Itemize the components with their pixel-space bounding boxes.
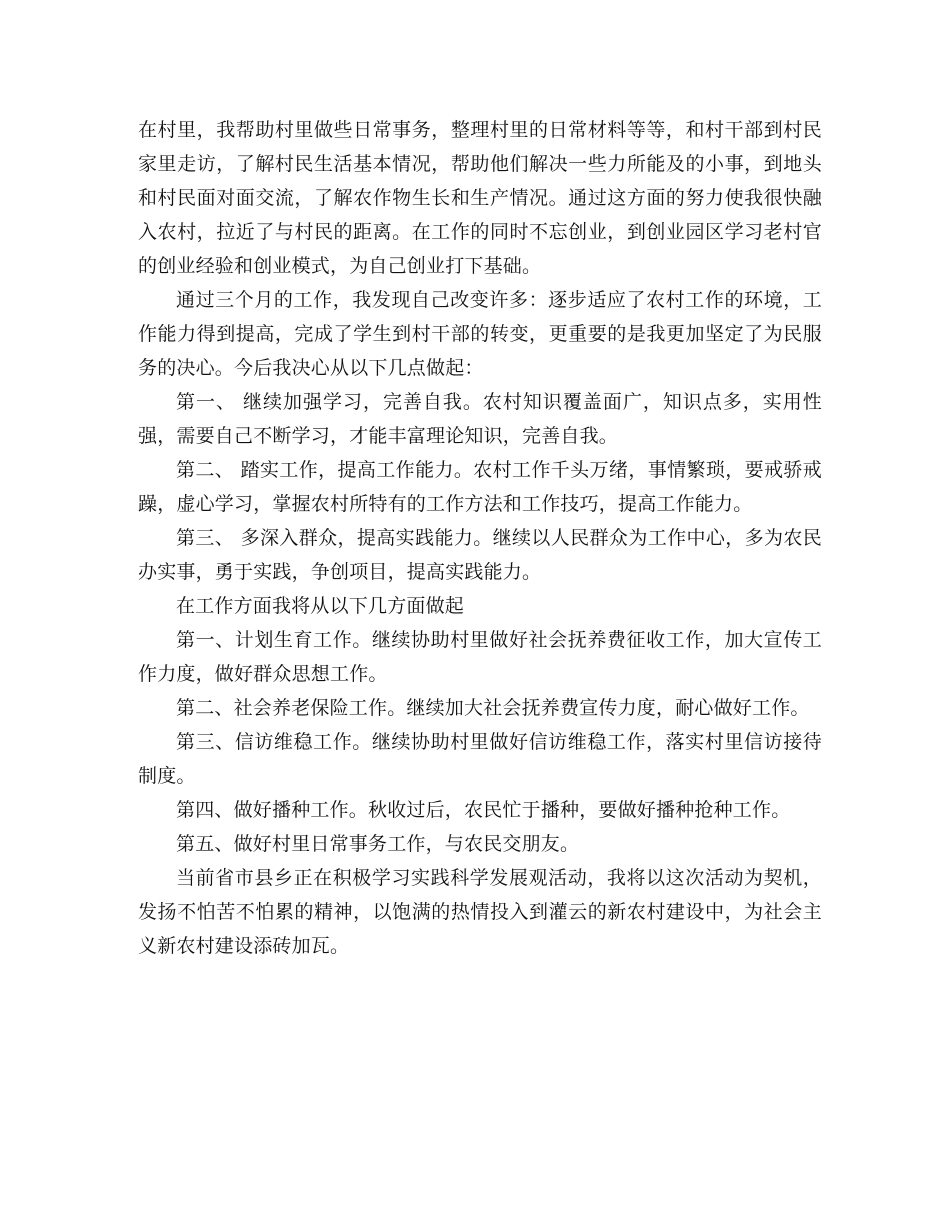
paragraph-work-aspects-intro: 在工作方面我将从以下几方面做起 — [176, 595, 465, 617]
paragraph-aspect-family-planning: 第一、计划生育工作。继续协助村里做好社会抚养费征收工作，加大宣传工作力度，做好群众思想工作。 — [138, 629, 822, 685]
paragraph-village-work: 在村里，我帮助村里做些日常事务，整理村里的日常材料等等，和村干部到村民家里走访，了解村民生活基本情况，帮助他们解决一些力所能及的小事，到地头和村民面对面交流，了解农作物生长和生产情况。通过这方面的努力使我很快融入农村，拉近了与村民的距离。在工作的同时不忘创业，到创业园区学习老村官的创业经验和创业模式，为自己创业打下基础。 — [138, 119, 822, 277]
paragraph-aspect-pension: 第二、社会养老保险工作。继续加大社会抚养费宣传力度，耐心做好工作。 — [176, 697, 810, 719]
paragraph-plan-first: 第一、 继续加强学习，完善自我。农村知识覆盖面广，知识点多，实用性强，需要自己不断学习，才能丰富理论知识，完善自我。 — [138, 391, 822, 447]
document-body — [138, 113, 822, 963]
paragraph-three-months-reflection: 通过三个月的工作，我发现自己改变许多：逐步适应了农村工作的环境，工作能力得到提高，完成了学生到村干部的转变，更重要的是我更加坚定了为民服务的决心。今后我决心从以下几点做起： — [138, 289, 822, 379]
paragraph-aspect-daily-affairs: 第五、做好村里日常事务工作，与农民交朋友。 — [176, 833, 580, 855]
paragraph-plan-second: 第二、 踏实工作，提高工作能力。农村工作千头万绪，事情繁琐，要戒骄戒躁，虚心学习，掌握农村所特有的工作方法和工作技巧，提高工作能力。 — [138, 459, 822, 515]
paragraph-aspect-sowing: 第四、做好播种工作。秋收过后，农民忙于播种，要做好播种抢种工作。 — [176, 799, 791, 821]
paragraph-conclusion: 当前省市县乡正在积极学习实践科学发展观活动，我将以这次活动为契机，发扬不怕苦不怕累的精神，以饱满的热情投入到灌云的新农村建设中，为社会主义新农村建设添砖加瓦。 — [138, 867, 822, 957]
paragraph-plan-third: 第三、 多深入群众，提高实践能力。继续以人民群众为工作中心，多为农民办实事，勇于实践，争创项目，提高实践能力。 — [138, 527, 822, 583]
paragraph-aspect-petition: 第三、信访维稳工作。继续协助村里做好信访维稳工作，落实村里信访接待制度。 — [138, 731, 822, 787]
